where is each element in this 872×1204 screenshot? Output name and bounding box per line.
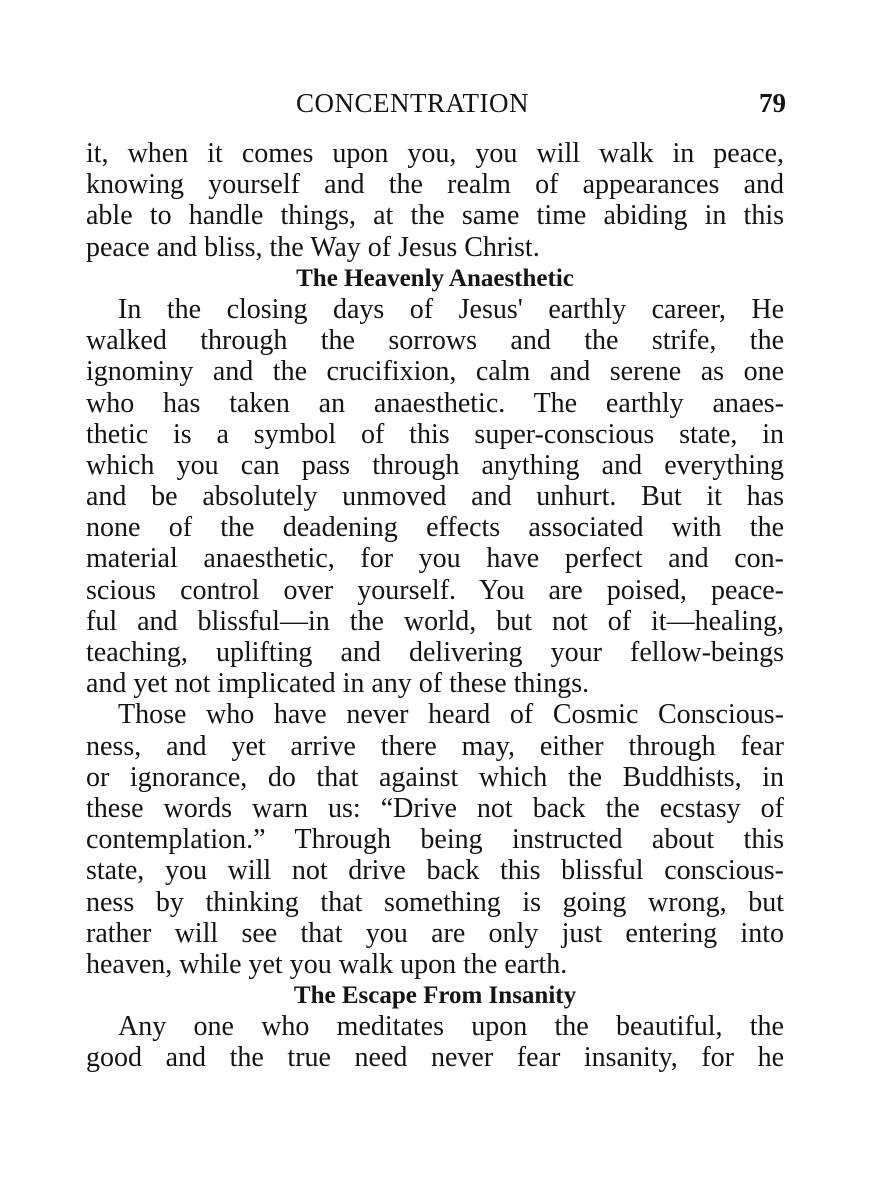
text-line: or ignorance, do that against which the Buddhists, in — [86, 761, 784, 793]
paragraph-3 — [86, 699, 784, 980]
text-line: scious control over yourself. You are poised, peace- — [86, 574, 784, 606]
text-line: ignominy and the crucifixion, calm and serene as one — [86, 356, 784, 388]
text-line: walked through the sorrows and the strife, the — [86, 325, 784, 357]
paragraph-2 — [86, 294, 784, 699]
text-line: ness by thinking that something is going wrong, but — [86, 886, 784, 918]
page-body — [86, 138, 784, 1074]
text-line: these words warn us: “Drive not back the ecstasy of — [86, 792, 784, 824]
text-line: rather will see that you are only just entering into — [86, 917, 784, 949]
text-line: which you can pass through anything and everything — [86, 449, 784, 481]
text-line: state, you will not drive back this blissful conscious- — [86, 855, 784, 887]
text-line: material anaesthetic, for you have perfect and con- — [86, 543, 784, 575]
text-line: peace and bliss, the Way of Jesus Christ. — [86, 231, 540, 263]
text-line: able to handle things, at the same time abiding in this — [86, 200, 784, 232]
text-line: knowing yourself and the realm of appearances and — [86, 169, 784, 201]
text-line: and yet not implicated in any of these things. — [86, 668, 590, 700]
text-line: heaven, while yet you walk upon the earth. — [86, 948, 568, 980]
text-line: it, when it comes upon you, you will walk in peace, — [86, 138, 784, 169]
text-line: good and the true need never fear insanity, for he — [86, 1042, 784, 1074]
text-line: In the closing days of Jesus' earthly career, He — [118, 293, 784, 325]
text-line: teaching, uplifting and delivering your fellow-beings — [86, 637, 784, 668]
text-line: thetic is a symbol of this super-conscious state, in — [86, 418, 784, 450]
text-line: ful and blissful—in the world, but not of it—healing, — [86, 605, 784, 637]
section-heading-heavenly-anaesthetic: The Heavenly Anaesthetic — [296, 264, 574, 292]
text-line: ness, and yet arrive there may, either through fear — [86, 730, 784, 762]
paragraph-1 — [86, 138, 784, 263]
page-number: 79 — [759, 88, 786, 118]
text-line: Those who have never heard of Cosmic Conscious- — [118, 699, 784, 731]
text-line: contemplation.” Through being instructed about this — [86, 824, 784, 856]
text-line: who has taken an anaesthetic. The earthly anaes- — [86, 387, 784, 419]
paragraph-4 — [86, 1011, 784, 1073]
page-header — [86, 88, 786, 124]
running-head: CONCENTRATION — [296, 88, 529, 118]
text-line: none of the deadening effects associated with the — [86, 512, 784, 544]
section-heading-escape-from-insanity: The Escape From Insanity — [293, 982, 577, 1010]
text-line: Any one who meditates upon the beautiful, the — [118, 1011, 784, 1043]
text-line: and be absolutely unmoved and unhurt. But it has — [86, 481, 784, 513]
